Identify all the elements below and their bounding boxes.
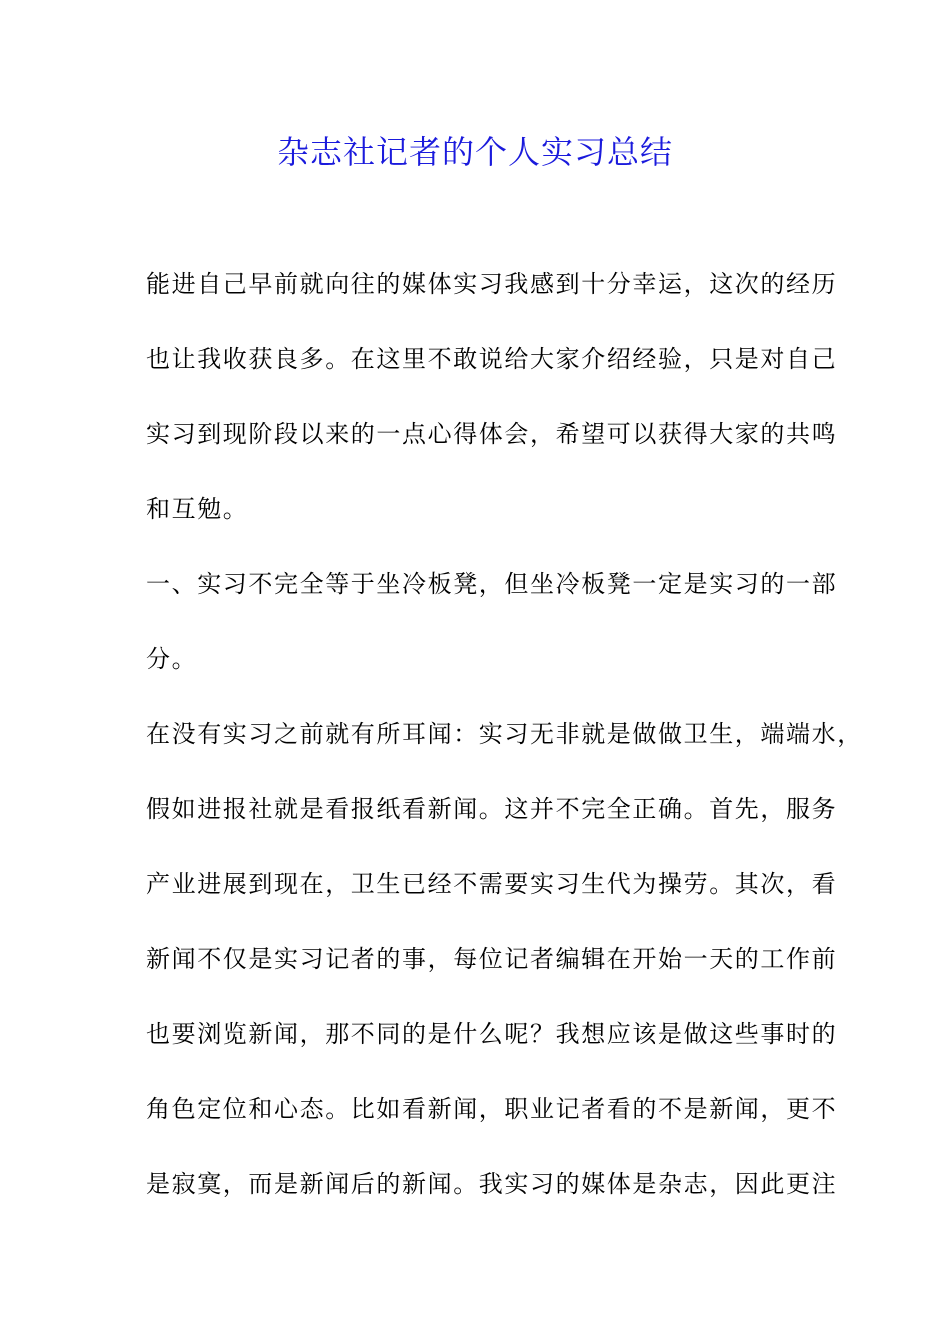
section-heading-line: 一、实习不完全等于坐冷板凳，但坐冷板凳一定是实习的一部: [146, 570, 838, 598]
paragraph-line: 和互勉。: [146, 495, 249, 523]
section-heading-line: 分。: [146, 645, 198, 673]
document-title: 杂志社记者的个人实习总结: [276, 133, 673, 171]
paragraph-line: 能进自己早前就向往的媒体实习我感到十分幸运，这次的经历: [146, 270, 838, 298]
paragraph-line: 角色定位和心态。比如看新闻，职业记者看的不是新闻，更不: [146, 1095, 838, 1123]
paragraph-line: 实习到现阶段以来的一点心得体会，希望可以获得大家的共鸣: [146, 420, 838, 448]
paragraph-line: 假如进报社就是看报纸看新闻。这并不完全正确。首先，服务: [146, 795, 838, 823]
paragraph-line: 产业进展到现在，卫生已经不需要实习生代为操劳。其次，看: [146, 870, 838, 898]
paragraph-line: 也要浏览新闻，那不同的是什么呢？我想应该是做这些事时的: [146, 1020, 838, 1048]
paragraph-line: 是寂寞，而是新闻后的新闻。我实习的媒体是杂志，因此更注: [146, 1170, 838, 1198]
paragraph-line: 新闻不仅是实习记者的事，每位记者编辑在开始一天的工作前: [146, 945, 838, 973]
paragraph-line: 也让我收获良多。在这里不敢说给大家介绍经验，只是对自己: [146, 345, 838, 373]
paragraph-line: 在没有实习之前就有所耳闻：实习无非就是做做卫生，端端水，: [146, 720, 863, 748]
